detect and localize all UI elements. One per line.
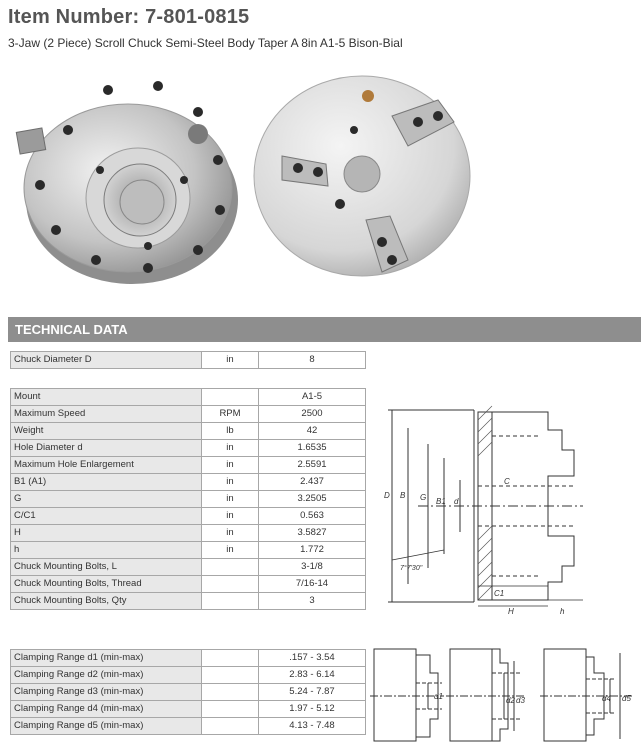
- diameter-row: [11, 352, 366, 369]
- spec-value: 2500: [259, 406, 366, 423]
- spec-row: [11, 406, 366, 423]
- spec-value: 3.2505: [259, 491, 366, 508]
- spec-unit: [202, 559, 259, 576]
- spec-label: G: [11, 491, 202, 508]
- spec-table: [10, 388, 366, 610]
- spec-row: [11, 525, 366, 542]
- spec-row: [11, 559, 366, 576]
- spec-unit: [202, 593, 259, 610]
- dim-label-D: D: [384, 491, 390, 500]
- spec-value: 4.13 - 7.48: [259, 718, 366, 735]
- spec-row: [11, 389, 366, 406]
- spec-label: Clamping Range d4 (min-max): [11, 701, 202, 718]
- dim-label-d1: d1: [434, 692, 443, 701]
- spec-value: 1.97 - 5.12: [259, 701, 366, 718]
- spec-label: Chuck Mounting Bolts, Qty: [11, 593, 202, 610]
- spec-unit: [202, 650, 259, 667]
- spec-value: 8: [259, 352, 366, 369]
- dim-label-G: G: [420, 493, 427, 502]
- dim-label-d4: d4: [602, 694, 611, 703]
- spec-value: 0.563: [259, 508, 366, 525]
- spec-unit: [202, 389, 259, 406]
- spec-value: 2.437: [259, 474, 366, 491]
- spec-row: [11, 457, 366, 474]
- spec-value: 2.5591: [259, 457, 366, 474]
- spec-label: h: [11, 542, 202, 559]
- spec-label: C/C1: [11, 508, 202, 525]
- spec-value: 2.83 - 6.14: [259, 667, 366, 684]
- spec-unit: lb: [202, 423, 259, 440]
- spec-unit: in: [202, 440, 259, 457]
- spec-unit: RPM: [202, 406, 259, 423]
- spec-unit: [202, 718, 259, 735]
- spec-unit: [202, 684, 259, 701]
- spec-value: 42: [259, 423, 366, 440]
- dim-label-angle: 7°7'30": [400, 565, 423, 572]
- spec-label: Chuck Mounting Bolts, L: [11, 559, 202, 576]
- spec-value: 7/16-14: [259, 576, 366, 593]
- dim-label-d: d: [454, 497, 459, 506]
- spec-row: [11, 423, 366, 440]
- dim-label-B: B: [400, 491, 406, 500]
- spec-value: 1.772: [259, 542, 366, 559]
- spec-label: Clamping Range d3 (min-max): [11, 684, 202, 701]
- spec-label: Hole Diameter d: [11, 440, 202, 457]
- spec-unit: in: [202, 508, 259, 525]
- spec-row: [11, 542, 366, 559]
- technical-data-heading: TECHNICAL DATA: [8, 317, 641, 342]
- clamping-row: [11, 684, 366, 701]
- spec-value: 1.6535: [259, 440, 366, 457]
- spec-value: 3-1/8: [259, 559, 366, 576]
- spec-label: Clamping Range d2 (min-max): [11, 667, 202, 684]
- clamping-table: [10, 649, 366, 735]
- item-description: 3-Jaw (2 Piece) Scroll Chuck Semi-Steel Body Taper A 8in A1-5 Bison-Bial: [8, 36, 403, 50]
- dim-label-d2: d2: [506, 696, 515, 705]
- dim-label-B1: B1: [436, 497, 446, 506]
- dim-label-h: h: [560, 607, 565, 616]
- spec-label: Chuck Mounting Bolts, Thread: [11, 576, 202, 593]
- spec-row: [11, 508, 366, 525]
- spec-value: A1-5: [259, 389, 366, 406]
- spec-value: .157 - 3.54: [259, 650, 366, 667]
- spec-label: Mount: [11, 389, 202, 406]
- diameter-table: [10, 351, 366, 369]
- spec-label: Maximum Speed: [11, 406, 202, 423]
- spec-unit: [202, 667, 259, 684]
- spec-label: Maximum Hole Enlargement: [11, 457, 202, 474]
- spec-row: [11, 593, 366, 610]
- spec-label: Weight: [11, 423, 202, 440]
- clamping-row: [11, 701, 366, 718]
- spec-row: [11, 576, 366, 593]
- spec-label: B1 (A1): [11, 474, 202, 491]
- spec-value: 5.24 - 7.87: [259, 684, 366, 701]
- spec-label: H: [11, 525, 202, 542]
- dim-label-C: C: [504, 477, 510, 486]
- dim-label-H: H: [508, 607, 514, 616]
- clamping-row: [11, 650, 366, 667]
- spec-unit: in: [202, 525, 259, 542]
- item-number-title: Item Number: 7-801-0815: [8, 6, 250, 28]
- spec-unit: in: [202, 352, 259, 369]
- spec-value: 3.5827: [259, 525, 366, 542]
- spec-row: [11, 474, 366, 491]
- spec-value: 3: [259, 593, 366, 610]
- clamping-row: [11, 718, 366, 735]
- spec-unit: [202, 701, 259, 718]
- chuck-front-photo: [242, 60, 472, 290]
- spec-unit: in: [202, 457, 259, 474]
- spec-unit: [202, 576, 259, 593]
- spec-row: [11, 440, 366, 457]
- clamping-row: [11, 667, 366, 684]
- spec-label: Chuck Diameter D: [11, 352, 202, 369]
- chuck-back-photo: [8, 60, 240, 290]
- chuck-section-drawing: [378, 400, 586, 618]
- spec-unit: in: [202, 491, 259, 508]
- dim-label-d3: d3: [516, 696, 525, 705]
- spec-row: [11, 491, 366, 508]
- dim-label-C1: C1: [494, 589, 505, 598]
- spec-label: Clamping Range d5 (min-max): [11, 718, 202, 735]
- spec-unit: in: [202, 542, 259, 559]
- clamping-range-drawings: [370, 643, 636, 745]
- spec-unit: in: [202, 474, 259, 491]
- spec-label: Clamping Range d1 (min-max): [11, 650, 202, 667]
- dim-label-d5: d5: [622, 694, 631, 703]
